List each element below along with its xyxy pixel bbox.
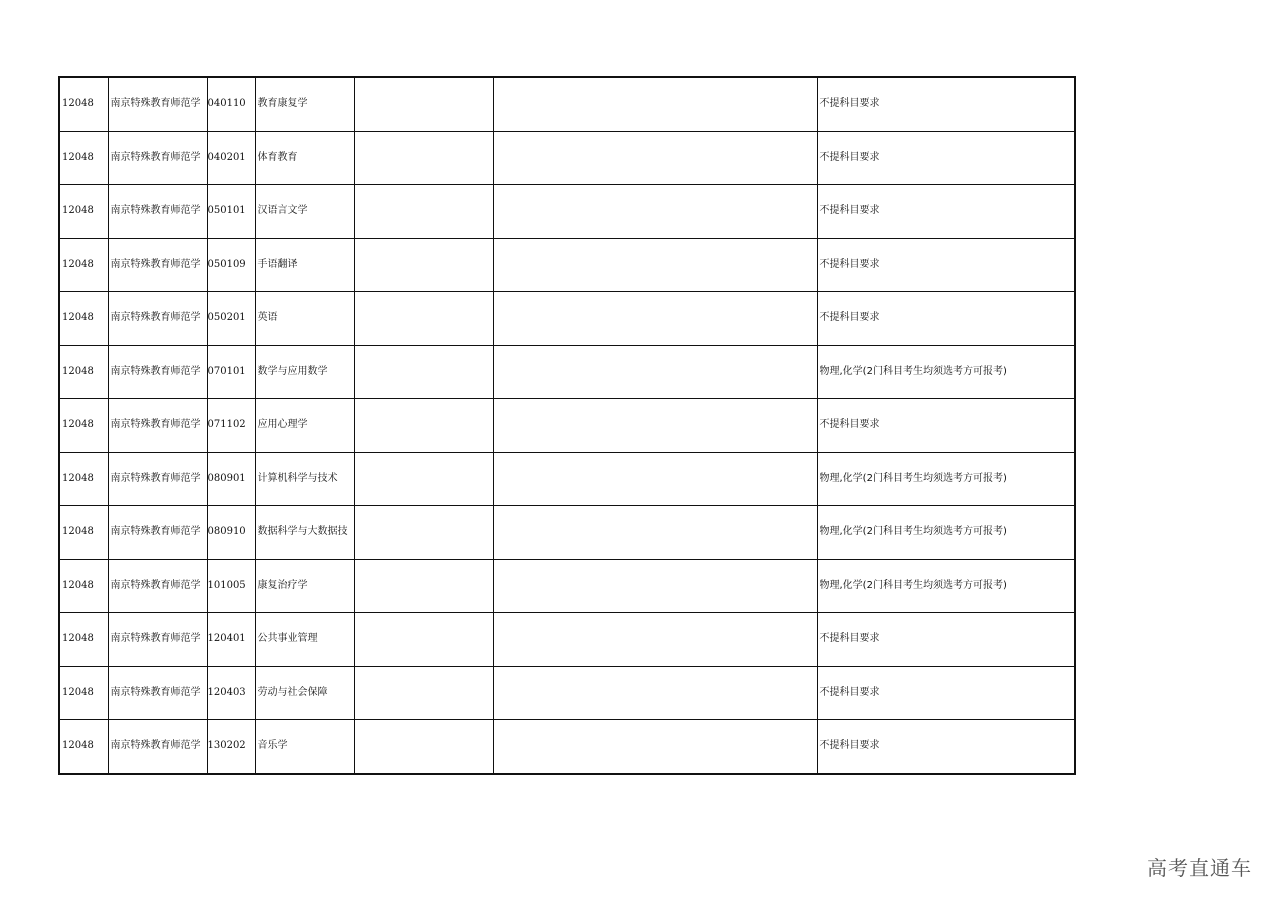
school-name-cell: 南京特殊教育师范学 [108,506,207,560]
major-name-cell: 英语 [255,292,354,346]
school-name-cell: 南京特殊教育师范学 [108,666,207,720]
table-row [59,131,1075,185]
subject-requirement-cell: 不提科目要求 [817,185,1075,239]
blank-cell [493,452,817,506]
major-code-cell: 130202 [207,720,255,774]
school-code-cell: 12048 [59,345,108,399]
school-code-cell: 12048 [59,399,108,453]
table-row [59,185,1075,239]
major-code-cell: 040201 [207,131,255,185]
table-body [59,77,1075,774]
school-code-cell: 12048 [59,292,108,346]
blank-cell [354,666,493,720]
blank-cell [354,77,493,131]
table-row [59,720,1075,774]
major-name-cell: 计算机科学与技术 [255,452,354,506]
table-row [59,452,1075,506]
blank-cell [493,345,817,399]
major-name-cell: 劳动与社会保障 [255,666,354,720]
major-name-cell: 手语翻译 [255,238,354,292]
table-row [59,559,1075,613]
table-row [59,613,1075,667]
table-row [59,238,1075,292]
school-code-cell: 12048 [59,613,108,667]
subject-requirement-cell: 不提科目要求 [817,399,1075,453]
major-name-cell: 公共事业管理 [255,613,354,667]
blank-cell [354,185,493,239]
major-code-cell: 080901 [207,452,255,506]
subject-requirement-cell: 不提科目要求 [817,131,1075,185]
major-name-cell: 康复治疗学 [255,559,354,613]
school-name-cell: 南京特殊教育师范学 [108,292,207,346]
school-name-cell: 南京特殊教育师范学 [108,77,207,131]
major-name-cell: 汉语言文学 [255,185,354,239]
subject-requirement-cell: 不提科目要求 [817,77,1075,131]
blank-cell [493,666,817,720]
major-code-cell: 120403 [207,666,255,720]
blank-cell [493,613,817,667]
major-name-cell: 数据科学与大数据技 [255,506,354,560]
major-code-cell: 120401 [207,613,255,667]
blank-cell [493,292,817,346]
blank-cell [354,292,493,346]
subject-requirement-cell: 不提科目要求 [817,666,1075,720]
school-name-cell: 南京特殊教育师范学 [108,613,207,667]
major-name-cell: 音乐学 [255,720,354,774]
blank-cell [354,559,493,613]
blank-cell [354,613,493,667]
blank-cell [493,720,817,774]
blank-cell [354,399,493,453]
table-row [59,77,1075,131]
major-code-cell: 080910 [207,506,255,560]
school-code-cell: 12048 [59,720,108,774]
subject-requirement-cell: 物理,化学(2门科目考生均须选考方可报考) [817,452,1075,506]
table-row [59,345,1075,399]
major-code-cell: 050101 [207,185,255,239]
blank-cell [493,77,817,131]
school-name-cell: 南京特殊教育师范学 [108,238,207,292]
subject-requirement-table [58,76,1076,775]
blank-cell [354,720,493,774]
blank-cell [354,452,493,506]
major-code-cell: 070101 [207,345,255,399]
school-name-cell: 南京特殊教育师范学 [108,452,207,506]
school-name-cell: 南京特殊教育师范学 [108,720,207,774]
blank-cell [354,506,493,560]
school-code-cell: 12048 [59,559,108,613]
subject-requirement-cell: 不提科目要求 [817,238,1075,292]
major-code-cell: 071102 [207,399,255,453]
table-row [59,666,1075,720]
school-code-cell: 12048 [59,452,108,506]
school-code-cell: 12048 [59,185,108,239]
table-row [59,399,1075,453]
subject-requirement-cell: 物理,化学(2门科目考生均须选考方可报考) [817,506,1075,560]
blank-cell [493,185,817,239]
subject-requirement-cell: 不提科目要求 [817,720,1075,774]
blank-cell [354,345,493,399]
subject-requirement-cell: 物理,化学(2门科目考生均须选考方可报考) [817,345,1075,399]
blank-cell [354,238,493,292]
school-code-cell: 12048 [59,77,108,131]
major-code-cell: 050201 [207,292,255,346]
major-name-cell: 数学与应用数学 [255,345,354,399]
school-code-cell: 12048 [59,131,108,185]
school-code-cell: 12048 [59,666,108,720]
blank-cell [354,131,493,185]
watermark-logo: 高考直通车 [1147,856,1252,880]
table-row [59,506,1075,560]
blank-cell [493,559,817,613]
subject-requirement-cell: 不提科目要求 [817,292,1075,346]
school-name-cell: 南京特殊教育师范学 [108,399,207,453]
subject-requirement-cell: 不提科目要求 [817,613,1075,667]
school-name-cell: 南京特殊教育师范学 [108,345,207,399]
blank-cell [493,131,817,185]
school-code-cell: 12048 [59,238,108,292]
blank-cell [493,506,817,560]
major-code-cell: 101005 [207,559,255,613]
blank-cell [493,399,817,453]
major-name-cell: 体育教育 [255,131,354,185]
school-name-cell: 南京特殊教育师范学 [108,559,207,613]
school-code-cell: 12048 [59,506,108,560]
school-name-cell: 南京特殊教育师范学 [108,131,207,185]
major-code-cell: 040110 [207,77,255,131]
major-code-cell: 050109 [207,238,255,292]
major-name-cell: 教育康复学 [255,77,354,131]
table-row [59,292,1075,346]
school-name-cell: 南京特殊教育师范学 [108,185,207,239]
major-name-cell: 应用心理学 [255,399,354,453]
subject-requirement-cell: 物理,化学(2门科目考生均须选考方可报考) [817,559,1075,613]
blank-cell [493,238,817,292]
